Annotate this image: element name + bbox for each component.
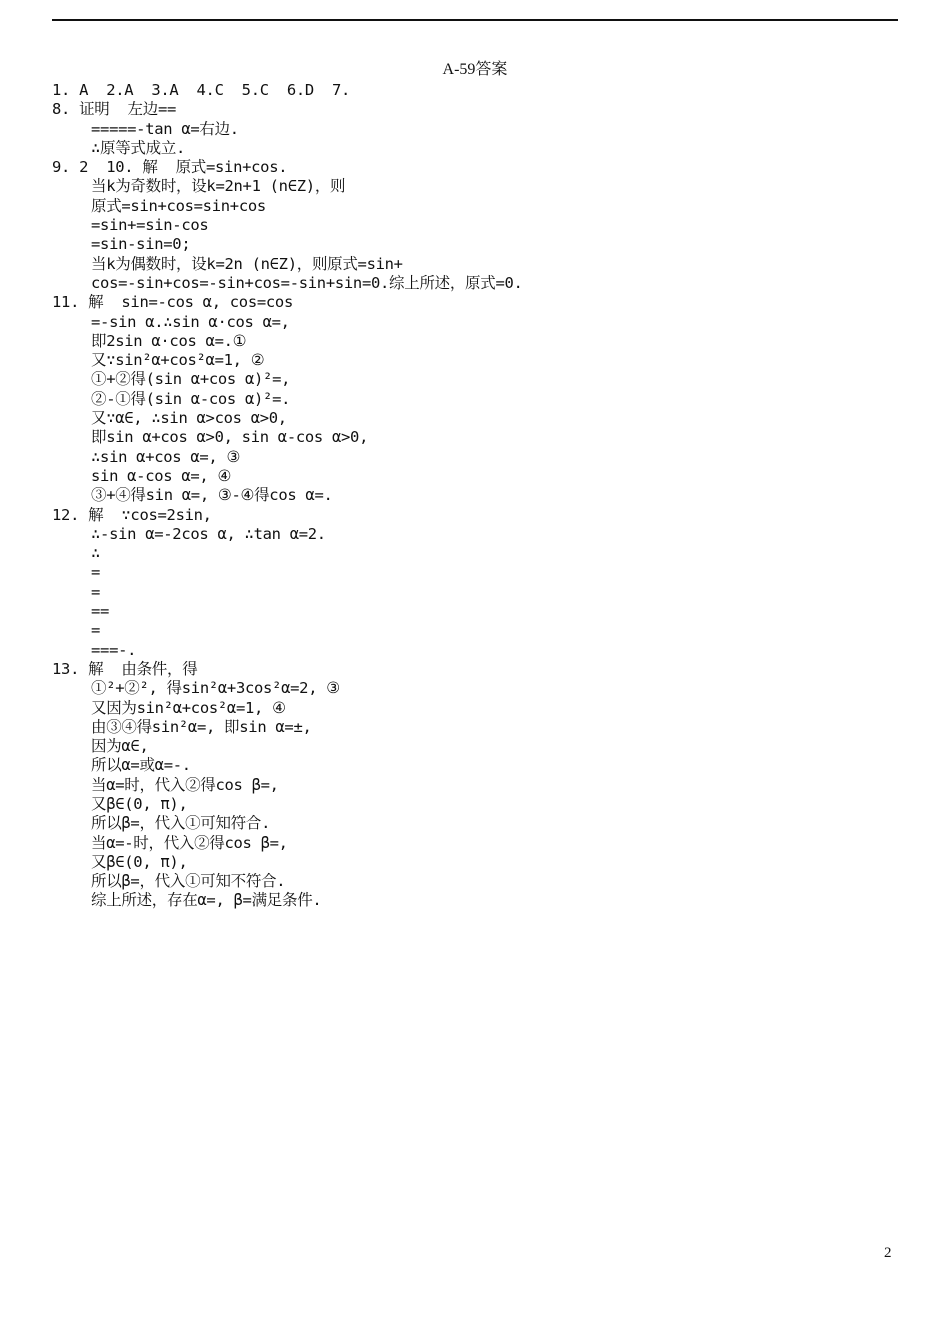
answer-line: =-sin α.∴sin α·cos α=,: [91, 312, 290, 331]
answer-line: 13. 解 由条件，得: [52, 659, 198, 678]
answer-line: 9. 2 10. 解 原式=sin+cos.: [52, 158, 288, 177]
answer-line: ∴原等式成立.: [91, 138, 186, 157]
answer-line: ②-①得(sin α-cos α)²=.: [91, 389, 291, 408]
answer-line: ①+②得(sin α+cos α)²=,: [91, 370, 291, 389]
answer-line: =: [91, 582, 101, 601]
answer-line: ∴-sin α=-2cos α, ∴tan α=2.: [91, 524, 326, 543]
answer-line: 综上所述，存在α=, β=满足条件.: [91, 891, 322, 910]
answer-line: ===-.: [91, 640, 137, 659]
top-rule: [52, 19, 898, 21]
answer-line: 当k为偶数时，设k=2n (n∈Z)，则原式=sin+: [91, 254, 403, 273]
answer-line: 又β∈(0, π),: [91, 794, 188, 813]
answer-line: 又∵α∈, ∴sin α>cos α>0,: [91, 409, 287, 428]
answer-line: =====-tan α=右边.: [91, 119, 239, 138]
page-number: 2: [884, 1245, 892, 1261]
answer-line: 11. 解 sin=-cos α, cos=cos: [52, 293, 293, 312]
answer-line: sin α-cos α=, ④: [91, 466, 232, 485]
page-title: A-59答案: [442, 61, 508, 78]
answer-line: 8. 证明 左边==: [52, 100, 177, 119]
answer-line: 即2sin α·cos α=.①: [91, 331, 247, 350]
answer-line: ③+④得sin α=, ③-④得cos α=.: [91, 486, 333, 505]
answer-line: 当α=时，代入②得cos β=,: [91, 775, 279, 794]
answer-line: 因为α∈,: [91, 737, 149, 756]
answer-line: =: [91, 563, 101, 582]
answer-line: 所以β=，代入①可知不符合.: [91, 872, 286, 891]
answer-line: ∴: [91, 544, 101, 563]
answer-line: 12. 解 ∵cos=2sin,: [52, 505, 212, 524]
answer-line: 原式=sin+cos=sin+cos: [91, 196, 266, 215]
answer-line: ==: [91, 602, 110, 621]
answer-line: =sin+=sin-cos: [91, 216, 209, 235]
answer-line: =: [91, 621, 101, 640]
answer-line: 又∵sin²α+cos²α=1, ②: [91, 351, 265, 370]
answer-line: 1. A 2.A 3.A 4.C 5.C 6.D 7.: [52, 81, 351, 99]
answer-line: ∴sin α+cos α=, ③: [91, 447, 241, 466]
answer-line: 所以β=，代入①可知符合.: [91, 814, 271, 833]
answer-line: 当α=-时，代入②得cos β=,: [91, 833, 288, 852]
answer-line: 由③④得sin²α=, 即sin α=±,: [91, 717, 312, 736]
answer-line: ①²+②², 得sin²α+3cos²α=2, ③: [91, 679, 340, 698]
answer-line: 当k为奇数时，设k=2n+1 (n∈Z)，则: [91, 177, 346, 196]
answer-line: 又因为sin²α+cos²α=1, ④: [91, 698, 286, 717]
answer-line: cos=-sin+cos=-sin+cos=-sin+sin=0.综上所述，原式=0.: [91, 273, 523, 292]
answer-line: 所以α=或α=-.: [91, 756, 191, 775]
answer-line: =sin-sin=0;: [91, 235, 191, 254]
answer-body: [52, 81, 912, 911]
answer-line: 又β∈(0, π),: [91, 852, 188, 871]
answer-line: 即sin α+cos α>0, sin α-cos α>0,: [91, 428, 369, 447]
